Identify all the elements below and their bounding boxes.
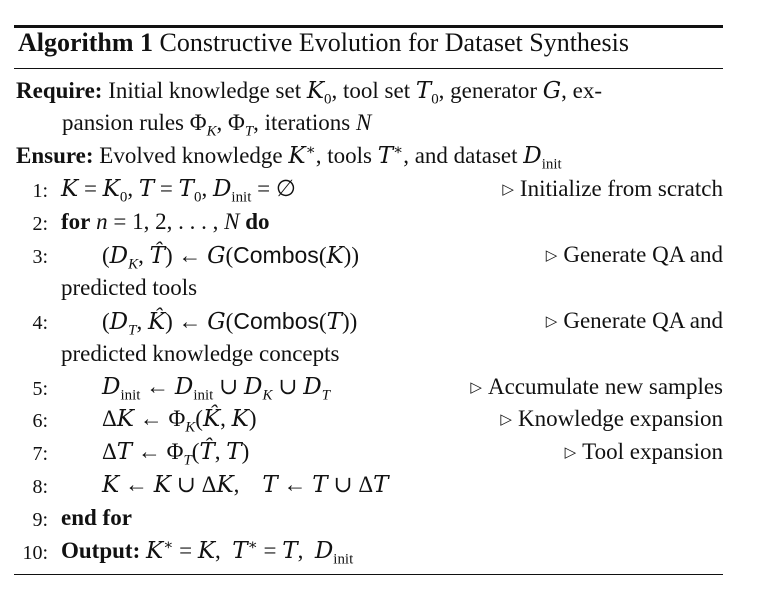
- require-continuation: [62, 110, 372, 140]
- statement: Output: K∗ = K, T∗ = T, $D_{init}$: [61, 537, 354, 568]
- comment-marker-icon: ▷: [502, 182, 514, 198]
- comment: ▷ Generate QA and: [545, 308, 723, 333]
- bottom-rule: [14, 574, 723, 575]
- knowledge-set-k0: $K_0$: [306, 78, 332, 108]
- comment-marker-icon: ▷: [470, 380, 482, 396]
- comment: ▷ Knowledge expansion: [500, 406, 723, 431]
- comment: ▷ Generate QA and: [545, 242, 723, 267]
- dataset-dinit: $D_{init}$: [523, 143, 562, 173]
- comment-wrap: predicted tools: [61, 275, 198, 300]
- statement: ($D_K$, T̂) ← G(Combos(K)): [102, 242, 359, 273]
- comment: ▷ Accumulate new samples: [470, 374, 723, 399]
- line-number: 9:: [32, 509, 48, 531]
- statement: ΔT ← $\Phi_T(T̂$, T): [102, 439, 250, 469]
- comment-marker-icon: ▷: [500, 412, 512, 428]
- require-iter-text: , iterations: [253, 110, 351, 135]
- comment-wrap: predicted knowledge concepts: [61, 341, 340, 366]
- require-line: [16, 78, 603, 108]
- require-text-2: pansion rules: [62, 110, 185, 135]
- statement: $K = K_0$, $T = T_0$, $D_{init}$ = ∅: [61, 176, 296, 206]
- line-number: 3:: [32, 246, 48, 268]
- line-number: 5:: [32, 378, 48, 400]
- evolved-k: K∗: [288, 142, 316, 169]
- statement: K ← K ∪ ΔK, T ← T ∪ ΔT: [102, 472, 389, 498]
- statement: end for: [61, 505, 132, 530]
- statement: for n = 1, 2, . . . , N do: [61, 209, 270, 234]
- line-number: 7:: [32, 443, 48, 465]
- require-keyword: Require:: [16, 78, 103, 103]
- line-number: 8:: [32, 476, 48, 498]
- generator-g: G: [542, 78, 562, 104]
- evolved-t: T∗: [377, 142, 404, 169]
- comment-marker-icon: ▷: [545, 248, 558, 264]
- ensure-line: [16, 142, 562, 173]
- statement: ΔK ← $\Phi_K(K̂$, K): [102, 406, 257, 436]
- statement: ($D_T$, K̂) ← G(Combos(T)): [102, 308, 358, 339]
- line-number: 6:: [32, 410, 48, 432]
- require-end-text: , ex-: [561, 78, 603, 103]
- comment-marker-icon: ▷: [545, 314, 558, 330]
- expansion-rules: $\Phi_K$, $\Phi_T$: [189, 110, 254, 140]
- require-text-1: Initial knowledge set: [108, 78, 302, 103]
- algorithm-name: Constructive Evolution for Dataset Synthesis: [159, 28, 629, 57]
- line-number: 10:: [22, 542, 48, 564]
- line-number: 4:: [32, 312, 48, 334]
- require-tool-text: , tool set: [331, 78, 411, 103]
- title-rule: [14, 68, 723, 69]
- line-number: 1:: [32, 180, 48, 202]
- ensure-tools-text: , tools: [315, 143, 372, 168]
- algorithm-title: [18, 28, 629, 58]
- algorithm-label: Algorithm 1: [18, 28, 154, 57]
- tool-set-t0: $T_0$: [415, 78, 439, 108]
- statement: $D_{init}$ ← $D_{init}$ ∪ $D_K$ ∪ $D_T$: [102, 374, 330, 404]
- comment: ▷ Tool expansion: [564, 439, 723, 464]
- ensure-text-1: Evolved knowledge: [99, 143, 283, 168]
- require-gen-text: , generator: [438, 78, 538, 103]
- iterations-n: N: [356, 110, 372, 135]
- comment: ▷ Initialize from scratch: [502, 176, 723, 201]
- comment-marker-icon: ▷: [564, 445, 577, 461]
- ensure-keyword: Ensure:: [16, 143, 94, 168]
- ensure-end-text: , and dataset: [403, 143, 518, 168]
- line-number: 2:: [32, 213, 48, 235]
